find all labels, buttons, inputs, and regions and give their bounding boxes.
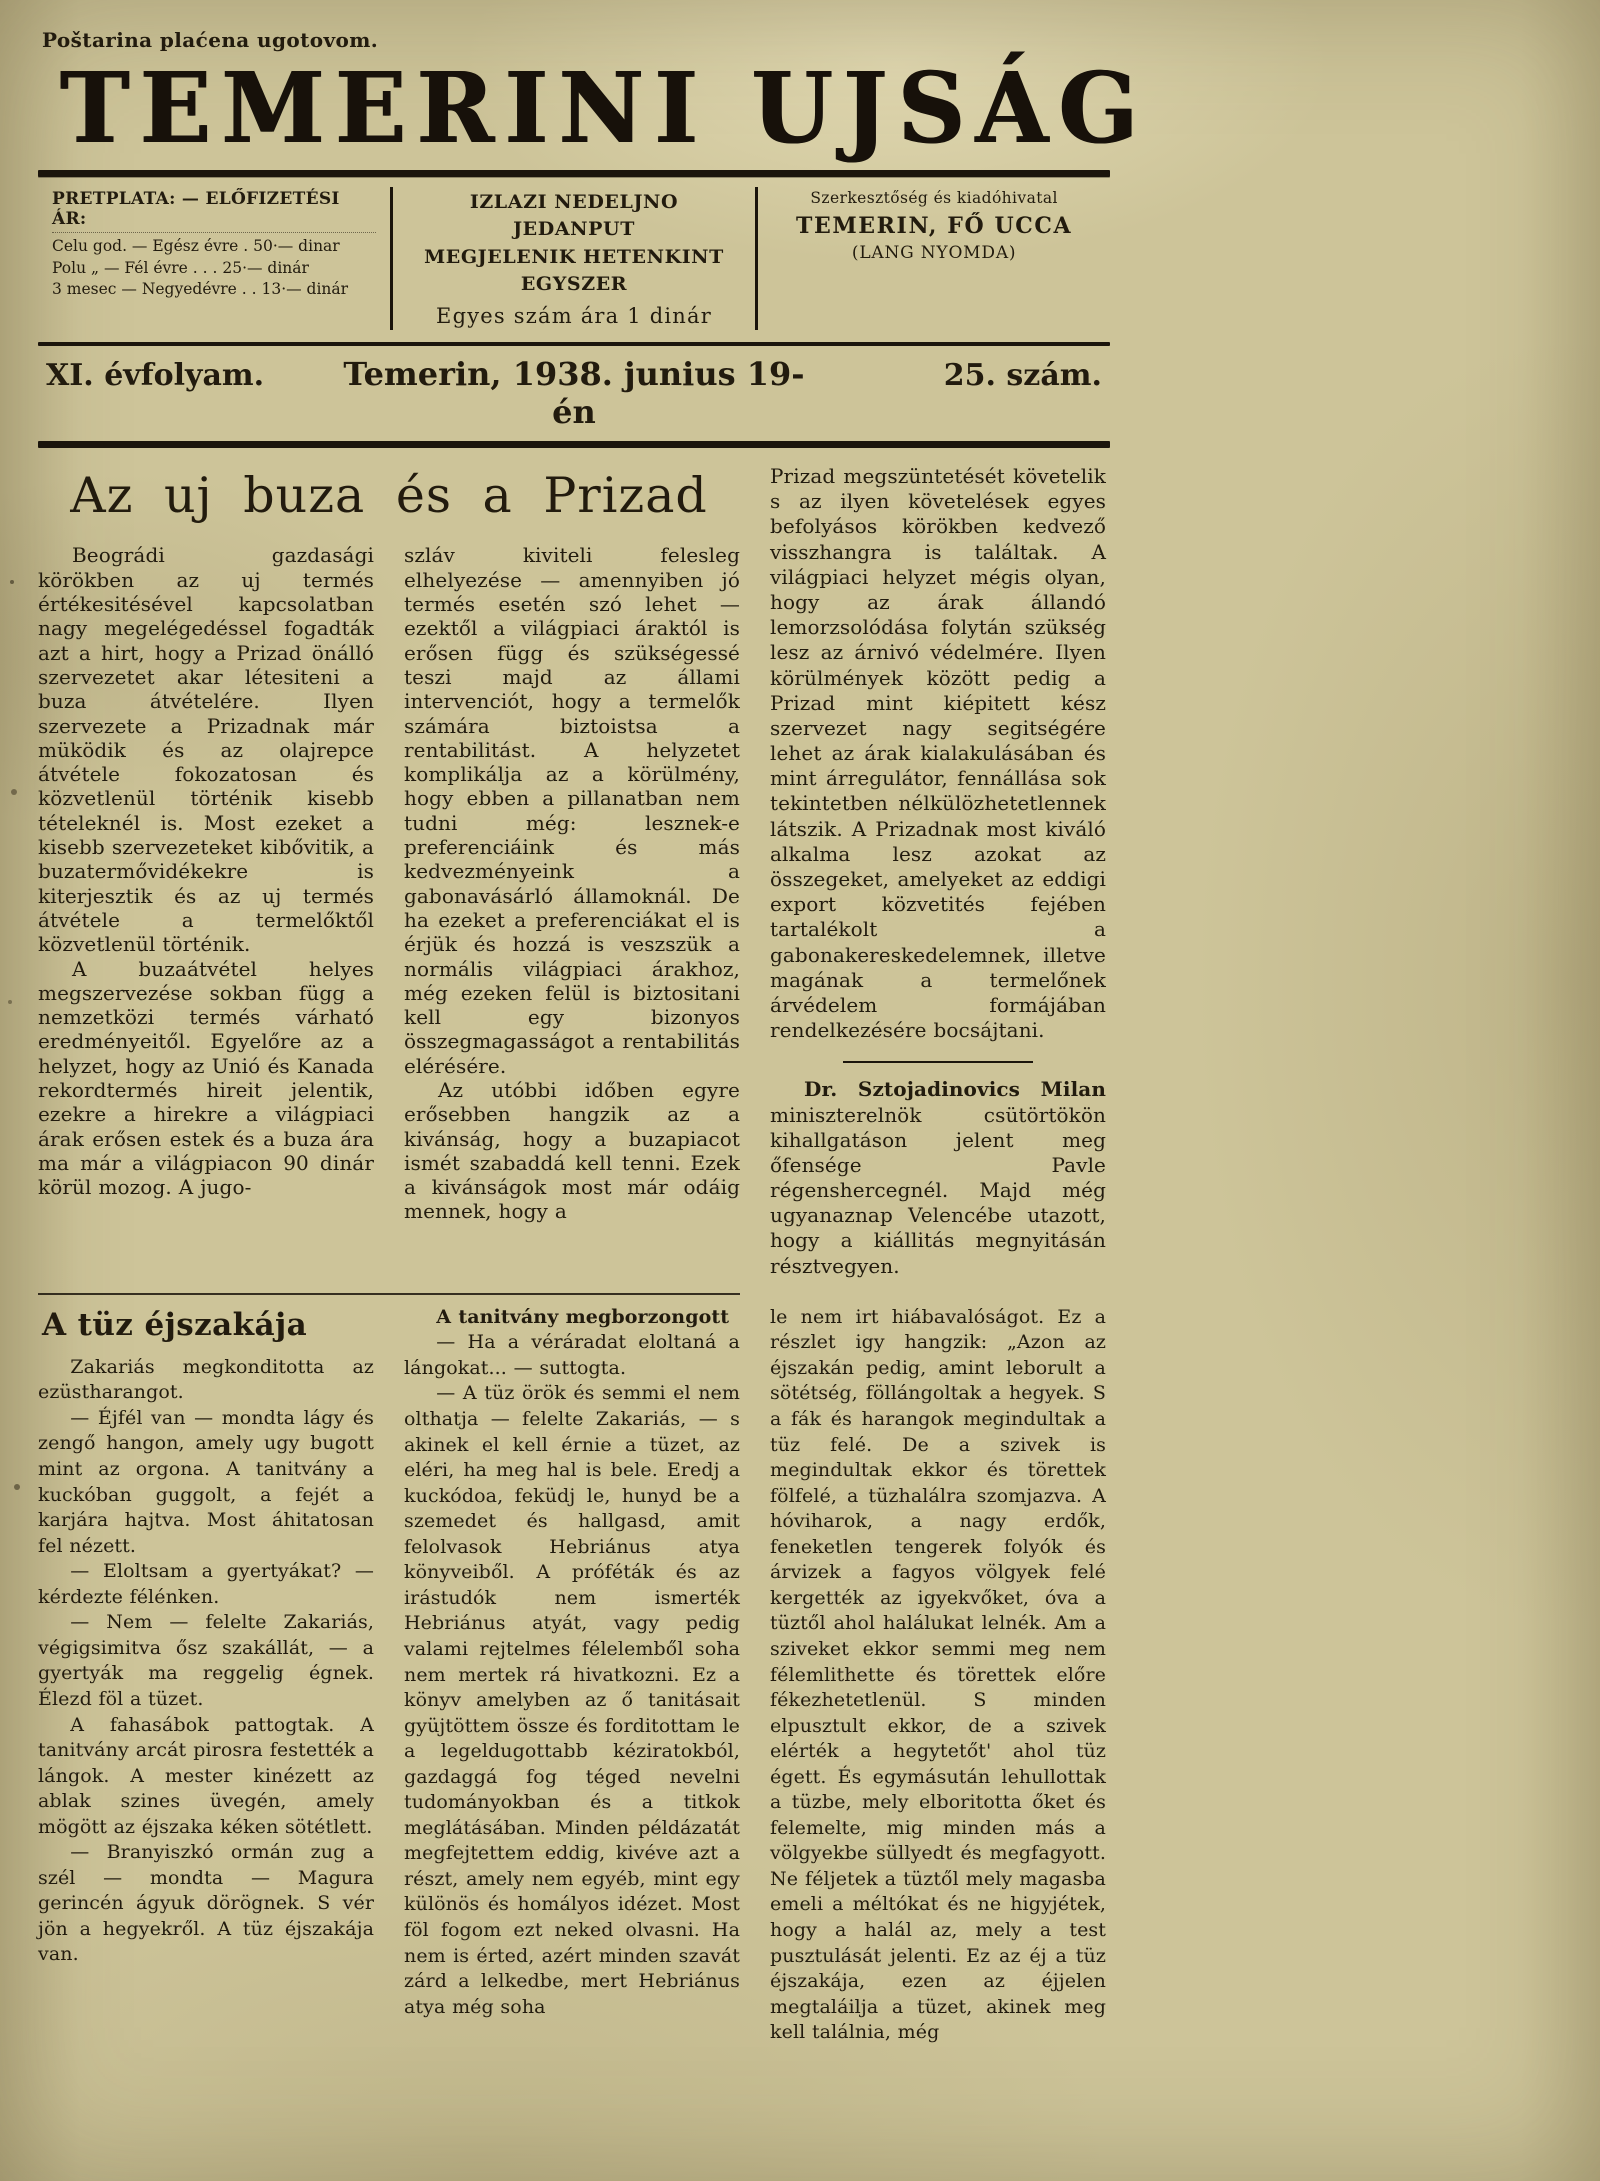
paragraph: Beográdi gazdasági körökben az uj termés értékesitésével kapcsolatban nagy megelégedéssel fogadták azt a hirt, hogy a Prizad önálló szervezetet akar létesiteni a buza átvételére. Ilyen szervezete a Prizadnak már müködik és az olajrepce átvétele fokozatosan és közvetlenül történik kisebb tételeknél is. Most ezeket a kisebb szervezeteket kibővitik, a buzatermővidékekre is kiterjesztik és az uj termés átvétele a termelőktől közvetlenül történik. — [38, 543, 374, 957]
subscription-rates-block — [38, 185, 390, 332]
postage-notice: Poštarina plaćena ugotovom. — [42, 28, 379, 52]
article-tuz-title: A tüz éjszakája — [42, 1306, 308, 1343]
printer-name: (LANG NYOMDA) — [851, 242, 1017, 263]
article-buza-section — [38, 464, 1110, 1279]
paragraph: — Ha a véráradat eloltaná a lángokat... — suttogta. — [404, 1331, 740, 1379]
article-buza-title: Az uj buza és a Prizad — [70, 467, 708, 525]
paragraph: A buzaátvétel helyes megszervezése sokban függ a nemzetközi termés várható eredményeitől. Egyelőre az a helyzet, hogy az Unió és Kanada rekordtermés hireit jelentik, ezekre a hirekre a világpiaci árak erősen estek és a buza ára ma már a világpiacon 90 dinár körül mozog. A jugo- — [38, 956, 374, 1200]
article-buza-column-1 — [38, 543, 374, 1223]
subscription-line: Polu „ — Fél évre . . . 25·— dinár — [52, 258, 309, 277]
subscription-title: PRETPLATA: — ELŐFIZETÉSI ÁR: — [52, 189, 376, 233]
article-buza-columns — [38, 543, 740, 1223]
article-buza-column-3 — [770, 464, 1106, 1279]
paragraph: Zakariás megkonditotta az ezüstharangot. — [38, 1355, 374, 1404]
paragraph: szláv kiviteli felesleg elhelyezése — amennyiben jó termés esetén szó lehet — ezektől a világpiaci áraktól is erősen függ és szükségessé teszi majd az állami intervenciót, hogy a termelők számára biztoistsa a rentabilitást. A helyzetet komplikálja az a körülmény, hogy ebben a pillanatban nem tudni még: lesznek-e preferenciáink és más kedvezményeink a gabonavásárló államoknál. De ha ezeket a preferenciákat el is érjük és hozzá is veszszük a normális világpiaci árakhoz, még ezeken felül is biztositani kell egy bizonyos összegmagasságot a rentabilitás elérésére. — [404, 543, 740, 1078]
dateline-bottom-rule — [38, 441, 1110, 448]
section-divider-rule — [38, 1293, 740, 1295]
volume-label: XI. évfolyam. — [46, 358, 265, 394]
newspaper-page — [38, 24, 1148, 2046]
paragraph: le nem irt hiábavalóságot. Ez a részlet igy hangzik: „Azon az éjszakán pedig, amint leborult a sötétség, föllángoltak a hegyek. S a fák és harangok megindultak a tüz felé. De a szivek is megindultak ekkor és törettek fölfelé, a tüzhalálra szomjazva. A hóviharok, a nagy erdők, feneketlen tengerek folyók és árvizek a fagyos völgyek felé kergették az igyekvőket, óva a tüztől ahol halálukat lelnék. Am a sziveket ekkor semmi meg nem félemlithette és törettek előre fékezhetetlenül. S minden elpusztult ekkor, de a szivek elérték a hegytetőt' ahol tüz égett. És egymásután lehullottak a tüzbe, mely elboritotta őket és felemelte, mig minden más a völgyekbe süllyedt és megfagyott. Ne féljetek a tüztől mely magasba emeli a méltókat és ne higyjétek, hogy a halál az, mely a test pusztulását jelenti. Ez az éj a tüz éjszakája, ezen az éjjelen megtaláilja a tüzet, akinek meg kell találnia, még — [770, 1305, 1106, 2044]
paragraph: A tanitvány megborzongott — [436, 1305, 730, 1328]
paragraph: — Branyiszkó ormán zug a szél — mondta — Magura gerincén ágyuk dörögnek. S vér jön a hegyekről. A tüz éjszakája van. — [38, 1841, 374, 1966]
subhead-info-row — [38, 177, 1110, 342]
ministerial-note — [770, 1077, 1106, 1279]
note-body: miniszterelnök csütörtökön kihallgatáson jelent meg őfensége Pavle régenshercegnél. Majd még ugyanaznap Velencébe utazott, hogy a kiállitás megnyitásán résztvegyen. — [770, 1102, 1106, 1278]
issue-date: Temerin, 1938. junius 19-én — [343, 355, 805, 432]
paragraph: — Eloltsam a gyertyákat? — kérdezte félénken. — [38, 1560, 374, 1608]
note-lead: Dr. Sztojadinovics Milan — [804, 1077, 1106, 1102]
editorial-office-label: Szerkesztőség és kiadóhivatal — [810, 188, 1058, 207]
article-buza-left-block — [38, 464, 740, 1279]
article-tuz-section — [38, 1305, 1110, 2046]
subscription-line: 3 mesec — Negyedévre . . 13·— dinár — [52, 280, 349, 299]
single-copy-price: Egyes szám ára 1 dinár — [436, 304, 712, 329]
subscription-line: Celu god. — Egész évre . 50·— dinar — [52, 236, 340, 255]
issue-number: 25. szám. — [943, 358, 1102, 394]
article-tuz-column-1 — [38, 1305, 374, 2046]
editorial-office-address: TEMERIN, FŐ UCCA — [796, 212, 1073, 239]
note-divider-rule — [843, 1061, 1033, 1063]
article-tuz-column-3 — [770, 1305, 1106, 2046]
masthead-title: TEMERINI UJSÁG — [59, 51, 1148, 165]
paper-specks — [10, 580, 14, 584]
paragraph: Az utóbbi időben egyre erősebben hangzik az a kivánság, hogy a buzapiacot ismét szabaddá kell tenni. Ezek a kivánságok most már odáig mennek, hogy a — [404, 1078, 740, 1224]
paragraph: Prizad megszüntetését követelik s az ilyen követelések egyes befolyásos körökben kedvező visszhangra is találtak. A világpiaci helyzet mégis olyan, hogy az árak állandó lemorzsolódása folytán szükség lesz az árnivó védelmére. Ilyen körülmények között pedig a Prizad mint kiépitett kész szervezet nagy segitségére lehet az árak kialakulásában és mint árregulátor, fennállása sok tekintetben nélkülözhetetlennek látszik. A Prizadnak most kiváló alkalma lesz azokat az összegeket, amelyeket az eddigi export közvetités fejében tartalékolt a gabonakereskedelemnek, illetve magának a termelőnek árvédelem formájában rendelkezésére bocsájtani. — [770, 464, 1106, 1043]
paragraph: — Nem — felelte Zakariás, végigsimitva ősz szakállát, — a gyertyák ma reggelig égnek. Élezd föl a tüzet. — [38, 1611, 374, 1710]
frequency-line-serbian: IZLAZI NEDELJNO JEDANPUT — [469, 190, 679, 241]
paragraph: — A tüz örök és semmi el nem olthatja — felelte Zakariás, — s akinek el kell érnie a tüzet, az eléri, ha meg hal is bele. Eredj a kuckódoa, feküdj le, hunyd be a szemedet és hallgasd, amit felolvasok Hebriánus atya könyveiből. A próféták és az irástudók nem ismerték Hebriánus atyát, vagy pedig valami rejtelmes félelemből soha nem mertek rá hivatkozni. Ez a könyv amelyben az ő tanitásait gyüjtöttem össze és forditottam le a legeldugottabb kéziratokból, gazdaggá fog téged nevelni tudományokban és a titkok meglátásában. Minden példázatát megfejtettem eddig, kivéve azt a részt, amely nem egyéb, mint egy különös és homályos idézet. Most föl fogom ezt neked olvasni. Ha nem is érted, azért minden szavát zárd a lelkedbe, mert Hebriánus atya még soha — [404, 1382, 740, 2018]
frequency-line-hungarian: MEGJELENIK HETENKINT EGYSZER — [424, 245, 724, 296]
article-buza-column-2 — [404, 543, 740, 1223]
editorial-office-block — [758, 185, 1110, 332]
paragraph: A fahasábok pattogtak. A tanitvány arcát pirosra festették a lángok. A mester kinézett az ablak szines üvegén, amely mögött az éjszaka kéken sötétlett. — [38, 1713, 374, 1838]
dateline-row — [38, 346, 1110, 441]
publication-frequency-block — [393, 185, 755, 332]
article-tuz-column-2 — [404, 1305, 740, 2046]
masthead-rule — [38, 170, 1110, 177]
paragraph: — Éjfél van — mondta lágy és zengő hangon, amely ugy bugott mint az orgona. A tanitvány a kuckóban guggolt, a fejét a karjára hajtva. Most áhitatosan fel nézett. — [38, 1406, 374, 1557]
